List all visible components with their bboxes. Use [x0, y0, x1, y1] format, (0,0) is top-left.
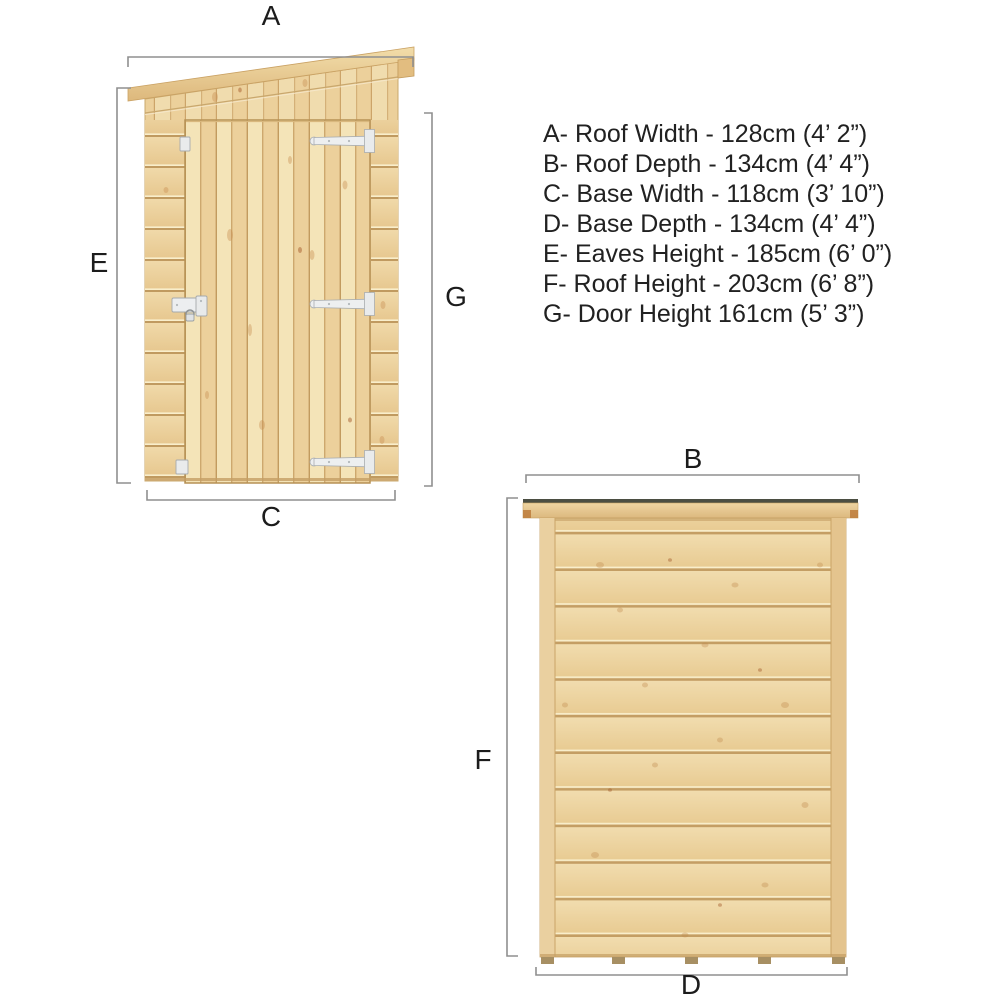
dimension-bracket-c	[147, 490, 395, 500]
base-feet	[541, 957, 845, 964]
dimension-legend	[543, 119, 892, 329]
legend-line-b: B- Roof Depth - 134cm (4’ 4”)	[543, 150, 870, 178]
dimension-label-g: G	[445, 281, 467, 312]
front-base-shadow	[145, 478, 398, 481]
dimension-label-a: A	[261, 0, 281, 31]
door-bolt-top	[180, 137, 190, 151]
legend-line-c: C- Base Width - 118cm (3’ 10”)	[543, 180, 885, 208]
door-bolt-bottom	[176, 460, 188, 474]
dimension-label-d: D	[680, 969, 702, 1000]
legend-line-g: G- Door Height 161cm (5’ 3”)	[543, 300, 865, 328]
legend-line-f: F- Roof Height - 203cm (6’ 8”)	[543, 270, 875, 298]
dimension-bracket-e	[117, 88, 131, 483]
dimension-label-e: E	[89, 247, 109, 278]
dimension-label-c: C	[260, 501, 282, 532]
dimension-label-b: B	[683, 443, 703, 474]
legend-line-d: D- Base Depth - 134cm (4’ 4”)	[543, 210, 876, 238]
side-wall	[540, 518, 846, 957]
legend-line-a: A- Roof Width - 128cm (4’ 2”)	[543, 120, 868, 148]
dimension-label-f: F	[474, 744, 492, 775]
dimension-bracket-g	[424, 113, 432, 486]
legend-line-e: E- Eaves Height - 185cm (6’ 0”)	[543, 240, 893, 268]
dimension-bracket-f	[507, 498, 518, 956]
front-elevation-illustration	[117, 47, 432, 500]
dimension-bracket-b	[526, 475, 859, 483]
side-roof	[523, 499, 858, 518]
side-elevation-illustration	[507, 475, 859, 975]
